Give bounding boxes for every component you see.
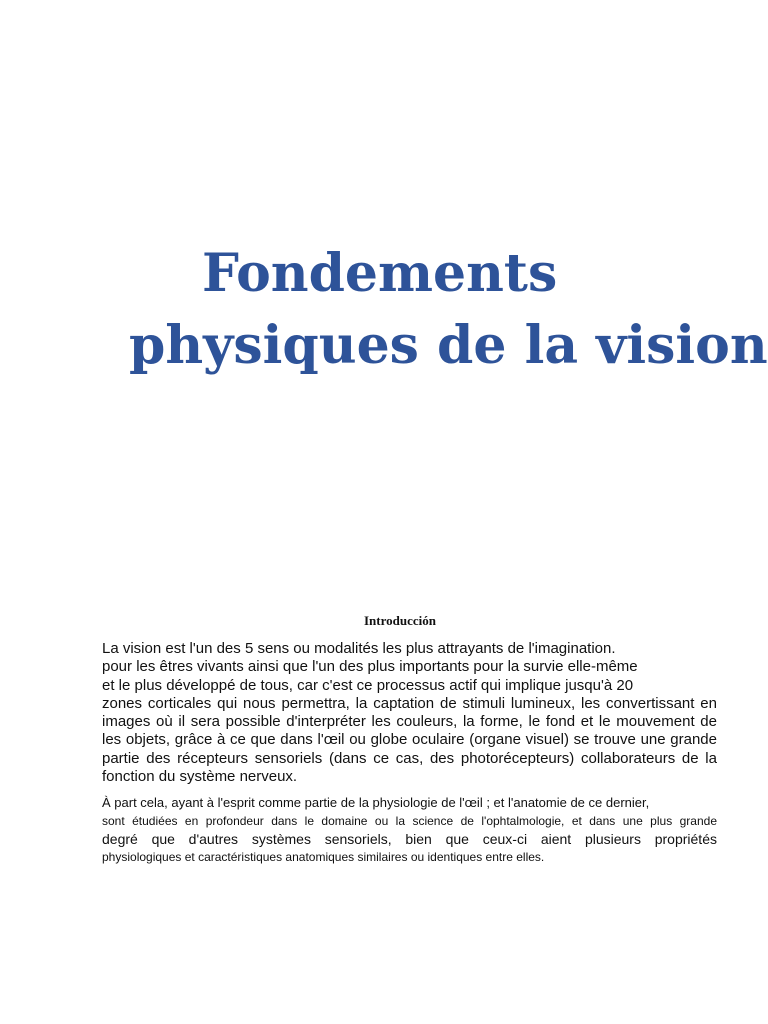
paragraph-1-line: La vision est l'un des 5 sens ou modalités les plus attrayants de l'imagination. — [102, 640, 616, 657]
paragraph-1-line: les objets, grâce à ce que dans l'œil ou globe oculaire (organe visuel) se trouve une grande — [102, 731, 717, 749]
paragraph-1-line: pour les êtres vivants ainsi que l'un des plus importants pour la survie elle-même — [102, 658, 638, 676]
paragraph-2-line: À part cela, ayant à l'esprit comme partie de la physiologie de l'œil ; et l'anatomie de ce dernier, — [102, 795, 650, 810]
paragraph-2-line: sont étudiées en profondeur dans le domaine ou la science de l'ophtalmologie, et dans une plus grande — [102, 814, 717, 828]
paragraph-1-line: fonction du système nerveux. — [102, 768, 298, 786]
section-heading: Introducción — [364, 613, 436, 628]
paragraph-2-line: physiologiques et caractéristiques anatomiques similaires ou identiques entre elles. — [102, 850, 545, 864]
paragraph-1-line: partie des récepteurs sensoriels (dans ce cas, des photorécepteurs) collaborateurs de la — [102, 749, 717, 767]
document-title-line-2: physiques de la vision — [129, 315, 768, 376]
paragraph-1-line: et le plus développé de tous, car c'est ce processus actif qui implique jusqu'à 20 — [102, 676, 634, 694]
paragraph-1-line: images où il sera possible d'interpréter les couleurs, la forme, le fond et le mouvement de — [102, 713, 717, 731]
intro-paragraph-2 — [102, 794, 717, 866]
intro-paragraph-1 — [102, 640, 717, 786]
paragraph-1-line: zones corticales qui nous permettra, la captation de stimuli lumineux, les convertissant en — [102, 694, 717, 712]
document-title-line-1: Fondements — [202, 243, 558, 304]
paragraph-2-line: degré que d'autres systèmes sensoriels, bien que ceux-ci aient plusieurs propriétés — [102, 831, 717, 847]
